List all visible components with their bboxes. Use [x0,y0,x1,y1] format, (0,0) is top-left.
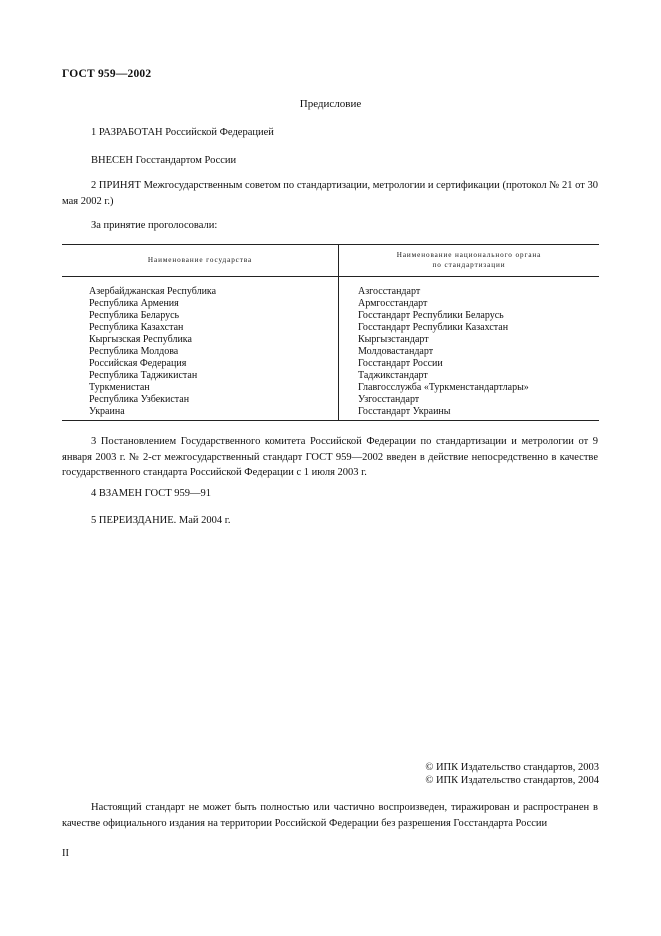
state-name: Республика Беларусь [89,310,180,321]
standards-body-name: Таджикстандарт [358,370,428,381]
standards-body-list-cell [339,277,600,421]
page-number: II [62,848,69,859]
state-name: Украина [89,406,125,417]
standards-body-name: Молдовастандарт [358,346,434,357]
table-header-row [62,245,599,277]
state-name: Республика Молдова [89,346,179,357]
state-name: Кыргызская Республика [89,334,192,345]
column-header-body-line1: Наименование национального органа [396,251,542,259]
column-header-state: Наименование государства [62,245,339,277]
column-header-body [339,245,600,277]
voting-states-table [62,244,599,421]
table-body-row [62,277,599,421]
state-name: Республика Казахстан [89,322,184,333]
standards-body-name: Госстандарт Республики Казахстан [358,322,509,333]
standards-body-name: Госстандарт Украины [358,406,451,417]
preface-title: Предисловие [299,98,362,110]
standards-body-name: Азгосстандарт [358,286,421,297]
paragraph-enacted: 3 Постановлением Государственного комитета Российской Федерации по стандартизации и метрологии от 9 января 2003 г. № 2-ст межгосударственный стандарт ГОСТ 959—2002 введен в действие непосредственно в качестве государственного стандарта Российской Федерации с 1 июля 2003 г. [62,436,598,478]
standards-body-name: Госстандарт России [358,358,443,369]
standards-body-name: Кыргызстандарт [358,334,429,345]
paragraph-reissue: 5 ПЕРЕИЗДАНИЕ. Май 2004 г. [91,515,231,526]
copyright-2004: © ИПК Издательство стандартов, 2004 [425,775,599,786]
paragraph-introduced: ВНЕСЕН Госстандартом России [91,155,237,166]
state-name: Туркменистан [89,382,150,393]
state-list-cell [62,277,339,421]
state-name: Российская Федерация [89,358,187,369]
standards-body-name: Узгосстандарт [358,394,420,405]
column-header-body-line2: по стандартизации [432,260,506,269]
state-name: Республика Армения [89,298,179,309]
state-name: Азербайджанская Республика [89,286,217,297]
standards-body-name: Госстандарт Республики Беларусь [358,310,504,321]
reproduction-notice: Настоящий стандарт не может быть полностью или частично воспроизведен, тиражирован и распространен в качестве официального издания на территории Российской Федерации без разрешения Госстандарта России [62,802,598,829]
paragraph-replaces: 4 ВЗАМЕН ГОСТ 959—91 [91,488,211,499]
state-name: Республика Узбекистан [89,394,190,405]
paragraph-voted: За принятие проголосовали: [91,220,218,231]
standards-body-name: Армгосстандарт [358,298,428,309]
state-name: Республика Таджикистан [89,370,198,381]
paragraph-adopted: 2 ПРИНЯТ Межгосударственным советом по стандартизации, метрологии и сертификации (протокол № 21 от 30 мая 2002 г.) [62,180,598,207]
paragraph-developed: 1 РАЗРАБОТАН Российской Федерацией [91,127,274,138]
copyright-2003: © ИПК Издательство стандартов, 2003 [425,762,599,773]
standards-body-name: Главгосслужба «Туркменстандартлары» [358,382,529,393]
document-header: ГОСТ 959—2002 [62,68,152,80]
